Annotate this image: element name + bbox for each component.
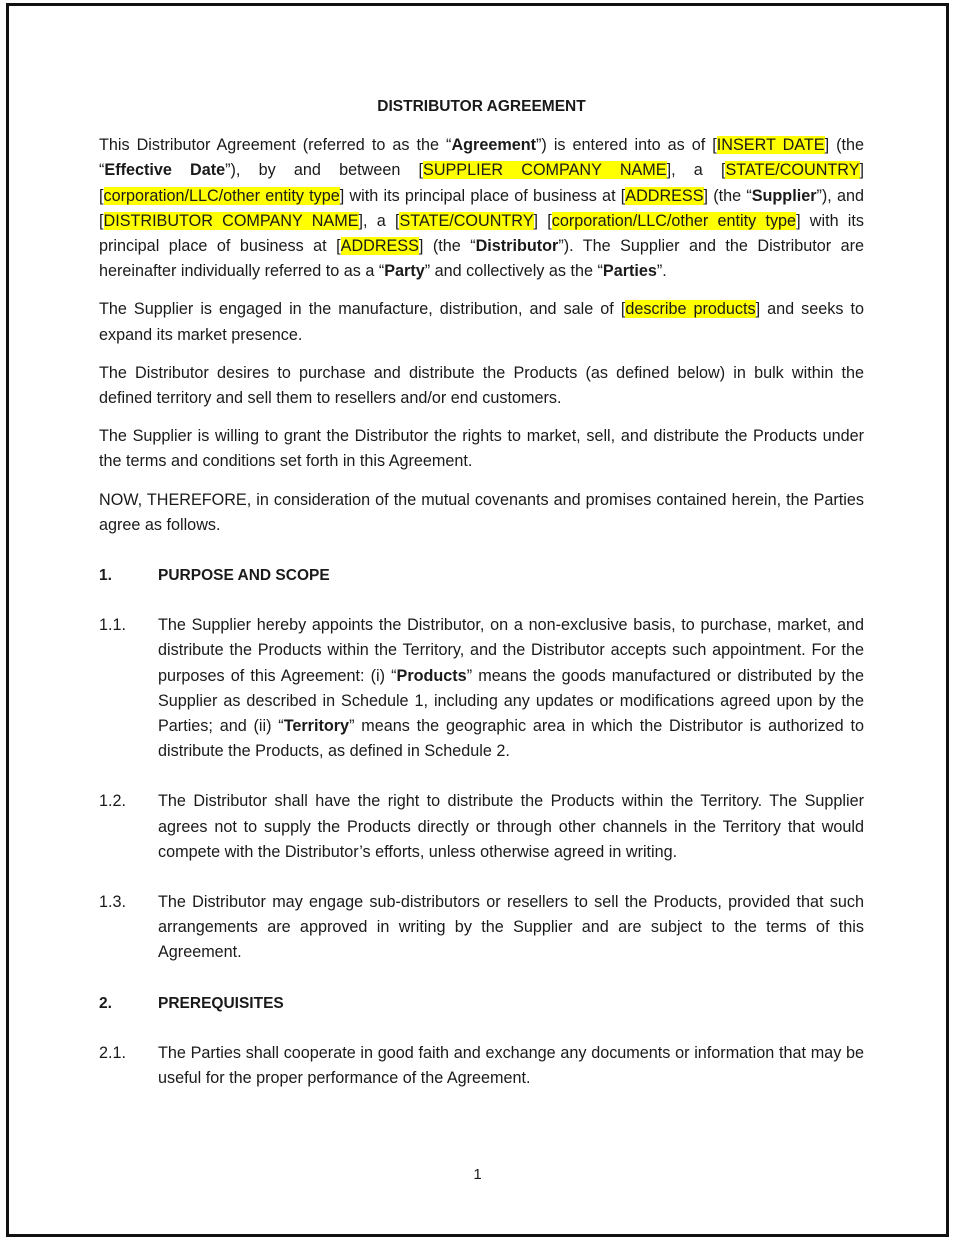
intro-text: ] [ (533, 211, 552, 230)
placeholder-supplier-state: STATE/COUNTRY (725, 161, 860, 180)
clause-1-3 (99, 890, 864, 966)
defined-term-effective-date: Effective Date (104, 161, 226, 180)
intro-text: ], a [ (358, 211, 400, 230)
placeholder-distributor-address: ADDRESS (340, 237, 419, 256)
section-title: PREREQUISITES (158, 994, 284, 1012)
document-page (6, 3, 949, 1237)
clause-text (158, 613, 864, 764)
section-1-heading (99, 563, 864, 588)
intro-text: ] with its principal place of business at [ (339, 186, 626, 205)
intro-text: ”), and [ (99, 186, 864, 230)
recital-text: The Supplier is engaged in the manufacture, distribution, and sale of [ (99, 300, 626, 319)
clause-text: The Distributor shall have the right to distribute the Products within the Territory. The Supplier agrees not to supply the Products directly or through other channels in the Territory that would compete with the Distributor’s efforts, unless otherwise agreed in writing. (158, 792, 864, 861)
recital-products-paragraph (99, 297, 864, 347)
intro-paragraph (99, 133, 864, 284)
section-title: PURPOSE AND SCOPE (158, 567, 330, 585)
intro-text: ] with its principal place of business at [ (99, 211, 864, 256)
recital-rights-paragraph: The Supplier is willing to grant the Distributor the rights to market, sell, and distribute the Products under the terms and conditions set forth in this Agreement. (99, 427, 864, 471)
placeholder-supplier-address: ADDRESS (625, 186, 704, 205)
clause-number: 1.3. (99, 893, 127, 912)
intro-text: ”) is entered into as of [ (536, 136, 717, 155)
placeholder-supplier-name: SUPPLIER COMPANY NAME (423, 161, 667, 180)
section-2-heading (99, 991, 864, 1016)
defined-term-supplier: Supplier (751, 186, 817, 205)
intro-text: ] [ (99, 161, 864, 205)
defined-term-party: Party (384, 262, 425, 281)
intro-text: ”. (656, 262, 667, 281)
intro-text: ” and collectively as the “ (424, 262, 603, 281)
clause-text-part: ” means the goods manufactured or distributed by the Supplier as described in Schedule 1, including any updates or modifications agreed upon by the Parties; and (ii) “ (158, 666, 864, 736)
intro-text: ] (the “ (418, 237, 476, 256)
clause-text: The Distributor may engage sub-distributors or resellers to sell the Products, provided that such arrangements are approved in writing by the Supplier and are subject to the terms of this Agreement. (158, 893, 864, 962)
clause-text: The Parties shall cooperate in good faith and exchange any documents or information that may be useful for the proper performance of the Agreement. (158, 1043, 864, 1088)
recital-distributor-paragraph: The Distributor desires to purchase and distribute the Products (as defined below) in bulk within the defined territory and sell them to resellers and/or end customers. (99, 363, 864, 408)
placeholder-supplier-entity-type: corporation/LLC/other entity type (103, 186, 340, 205)
clause-number: 1.2. (99, 792, 127, 811)
intro-text: ] (the “ (703, 186, 752, 205)
clause-text-part: The Supplier hereby appoints the Distributor, on a non-exclusive basis, to purchase, market, and distribute the Products within the Territory, and the Distributor accepts such appointment. For the purposes of this Agreement: (i) “ (158, 616, 864, 685)
intro-text: ], a [ (666, 161, 726, 180)
defined-term-agreement: Agreement (451, 136, 536, 155)
document-body (99, 94, 864, 1116)
placeholder-distributor-entity-type: corporation/LLC/other entity type (551, 211, 797, 230)
now-therefore-paragraph: NOW, THEREFORE, in consideration of the mutual covenants and promises contained herein, the Parties agree as follows. (99, 490, 864, 534)
defined-term-parties: Parties (602, 262, 657, 281)
recital-text: ] and seeks to expand its market presence. (99, 300, 864, 344)
clause-1-2 (99, 789, 864, 865)
intro-text: ”). The Supplier and the Distributor are hereinafter individually referred to as a “ (99, 237, 864, 281)
clause-2-1 (99, 1041, 864, 1091)
clause-number: 2.1. (99, 1043, 127, 1062)
clause-number: 1.1. (99, 616, 127, 635)
defined-term-products: Products (396, 666, 467, 685)
clause-text-part: ” means the geographic area in which the Distributor is authorized to distribute the Products, as defined in Schedule 2. (158, 717, 864, 761)
document-title: DISTRIBUTOR AGREEMENT (377, 98, 586, 115)
intro-text: ”), by and between [ (225, 161, 424, 180)
section-number: 2. (99, 994, 112, 1012)
placeholder-distributor-name: DISTRIBUTOR COMPANY NAME (103, 211, 359, 230)
intro-text: This Distributor Agreement (referred to as the “ (99, 136, 452, 155)
defined-term-territory: Territory (283, 717, 350, 736)
defined-term-distributor: Distributor (475, 237, 559, 256)
page-number: 1 (473, 1166, 482, 1183)
placeholder-describe-products: describe products (625, 300, 756, 319)
clause-1-1 (99, 613, 864, 764)
placeholder-distributor-state: STATE/COUNTRY (399, 211, 534, 230)
section-number: 1. (99, 567, 112, 585)
placeholder-insert-date: INSERT DATE (716, 136, 825, 155)
intro-text: ] (the “ (99, 136, 864, 180)
